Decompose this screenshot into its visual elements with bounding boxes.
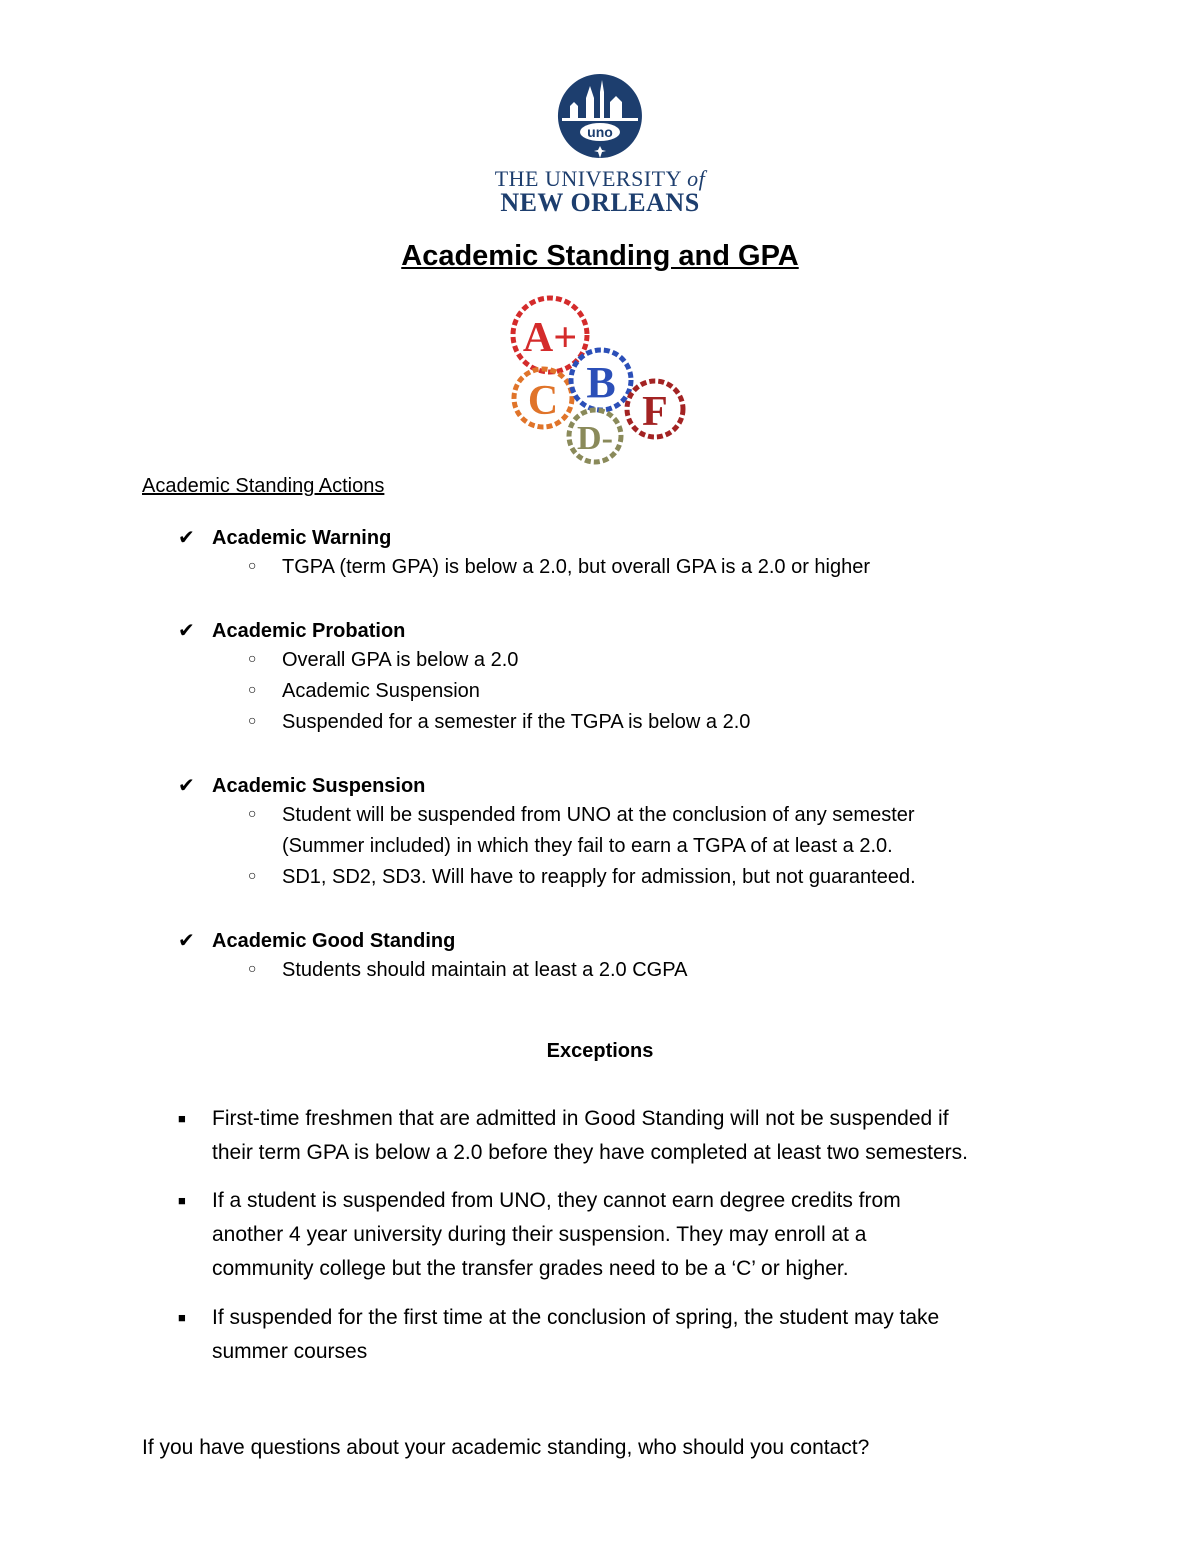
action-academic-suspension: ✔ Academic Suspension — [178, 775, 426, 797]
exception-item: ■ If a student is suspended from UNO, they cannot earn degree credits from another 4 year university during their suspension. They may enroll at a community college but the transfer grades need to be a ‘C’ or higher. — [178, 1184, 1058, 1286]
svg-text:F: F — [642, 389, 668, 435]
circle-bullet-icon: ○ — [248, 557, 257, 573]
page-title: Academic Standing and GPA — [401, 240, 799, 272]
circle-bullet-icon: ○ — [248, 805, 257, 821]
svg-text:B: B — [586, 358, 616, 407]
exception-item: ■ First-time freshmen that are admitted in Good Standing will not be suspended if their term GPA is below a 2.0 before they have completed at least two semesters. — [178, 1102, 1058, 1170]
list-item: ○ Academic Suspension — [248, 680, 480, 702]
grades-graphic — [505, 293, 695, 468]
list-item: ○ SD1, SD2, SD3. Will have to reapply for admission, but not guaranteed. — [248, 866, 916, 888]
grade-c-icon — [514, 369, 572, 427]
circle-bullet-icon: ○ — [248, 712, 257, 728]
list-item: ○ Students should maintain at least a 2.0 CGPA — [248, 959, 688, 981]
section-heading-exceptions: Exceptions — [546, 1040, 654, 1062]
circle-bullet-icon: ○ — [248, 960, 257, 976]
university-logo — [490, 72, 710, 217]
list-item-continuation: (Summer included) in which they fail to earn a TGPA of at least a 2.0. — [282, 835, 893, 857]
grade-b-icon — [571, 350, 631, 410]
action-academic-probation: ✔ Academic Probation — [178, 620, 406, 642]
contact-question: If you have questions about your academic standing, who should you contact? — [142, 1436, 870, 1459]
list-item: ○ TGPA (term GPA) is below a 2.0, but overall GPA is a 2.0 or higher — [248, 556, 871, 578]
svg-text:D-: D- — [577, 420, 613, 457]
circle-bullet-icon: ○ — [248, 867, 257, 883]
exception-item: ■ If suspended for the first time at the conclusion of spring, the student may take summer courses — [178, 1301, 1058, 1369]
grade-d-minus-icon — [569, 410, 621, 462]
list-item: ○ Overall GPA is below a 2.0 — [248, 649, 519, 671]
logo-university-name: THE UNIVERSITY of — [494, 166, 706, 191]
checkmark-icon: ✔ — [178, 620, 195, 642]
grade-f-icon — [627, 381, 683, 437]
checkmark-icon: ✔ — [178, 930, 195, 952]
logo-city-name: NEW ORLEANS — [500, 188, 700, 217]
svg-text:C: C — [527, 378, 559, 424]
square-bullet-icon: ■ — [178, 1310, 186, 1325]
svg-text:uno: uno — [587, 124, 613, 140]
checkmark-icon: ✔ — [178, 775, 195, 797]
checkmark-icon: ✔ — [178, 527, 195, 549]
uno-seal-icon — [556, 72, 644, 164]
list-item: ○ Suspended for a semester if the TGPA is below a 2.0 — [248, 711, 751, 733]
list-item: ○ Student will be suspended from UNO at the conclusion of any semester — [248, 804, 915, 826]
circle-bullet-icon: ○ — [248, 650, 257, 666]
square-bullet-icon: ■ — [178, 1193, 186, 1208]
square-bullet-icon: ■ — [178, 1111, 186, 1126]
section-heading-actions: Academic Standing Actions — [142, 475, 385, 497]
svg-text:A+: A+ — [522, 315, 578, 361]
action-academic-warning: ✔ Academic Warning — [178, 527, 392, 549]
action-academic-good-standing: ✔ Academic Good Standing — [178, 930, 456, 952]
circle-bullet-icon: ○ — [248, 681, 257, 697]
